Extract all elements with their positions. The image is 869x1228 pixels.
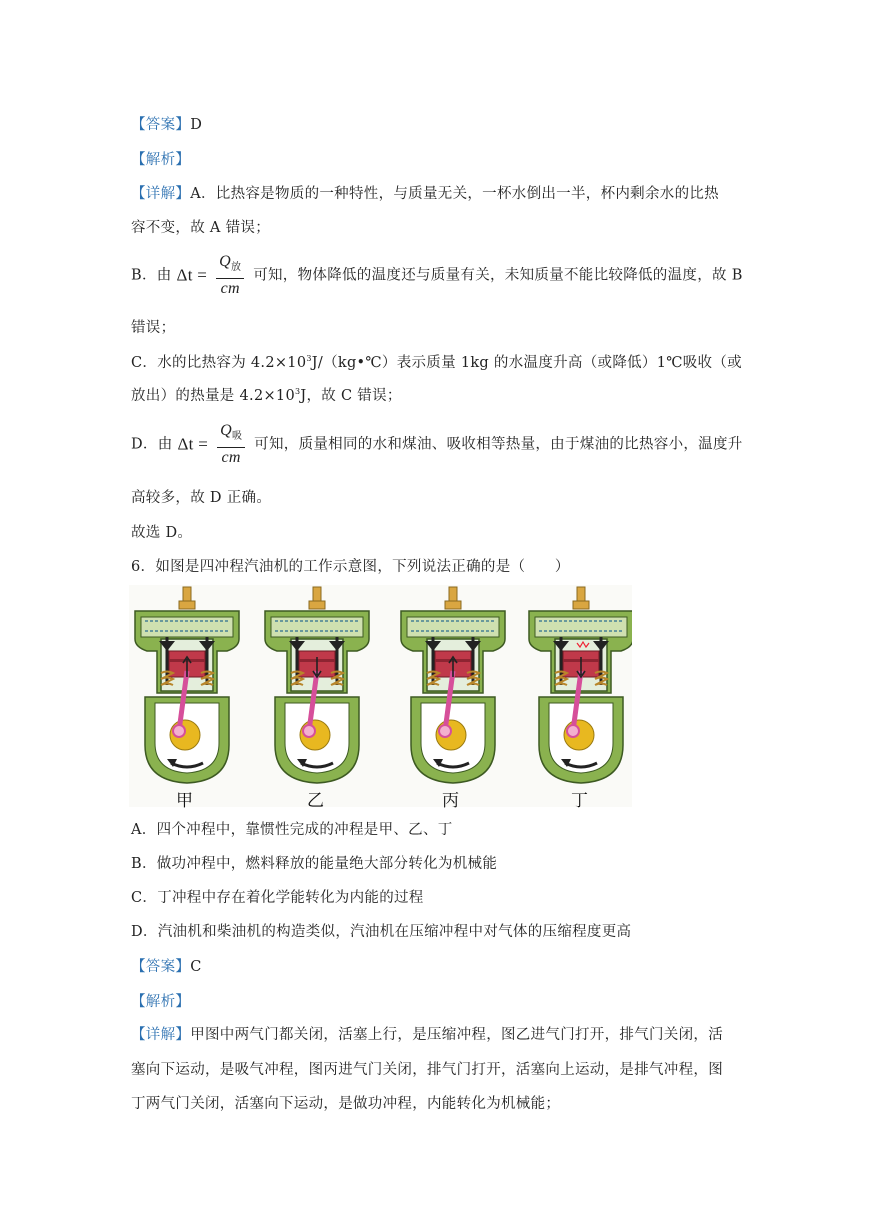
detail-6-line-1 bbox=[131, 1023, 723, 1044]
engine-strokes-figure bbox=[129, 585, 632, 807]
option-b-prefix: B．由 bbox=[131, 267, 172, 284]
detail-6-text-1: 甲图中两气门都关闭，活塞上行，是压缩冲程，图乙进气门打开，排气门关闭，活 bbox=[190, 1027, 723, 1043]
engine-bing bbox=[401, 587, 505, 783]
analysis-tag-6: 【解析】 bbox=[131, 994, 191, 1010]
c-text-b: J/（kg•℃）表示质量 1kg 的水温度升高（或降低）1℃吸收（或 bbox=[311, 355, 742, 371]
detail-line-1 bbox=[131, 182, 719, 203]
c-exponent: 3 bbox=[306, 354, 312, 364]
frac-numerator: Q bbox=[220, 422, 232, 439]
delta-t-symbol: Δt = bbox=[177, 434, 209, 454]
engine-jia bbox=[135, 587, 239, 783]
answer-line-6 bbox=[131, 955, 202, 976]
option-d-text: 可知，质量相同的水和煤油、吸收相等热量，由于煤油的比热容小，温度升 bbox=[254, 436, 743, 453]
detail-6-line-2: 塞向下运动，是吸气冲程，图丙进气门关闭，排气门打开，活塞向上运动，是排气冲程，图 bbox=[131, 1062, 723, 1078]
frac-subscript: 放 bbox=[230, 262, 242, 274]
option-a: A．四个冲程中，靠惯性完成的冲程是甲、乙、丁 bbox=[131, 822, 453, 838]
answer-tag: 【答案】 bbox=[131, 117, 191, 133]
answer-line bbox=[131, 113, 202, 134]
answer-tag: 【答案】 bbox=[131, 959, 191, 975]
frac-subscript: 吸 bbox=[231, 431, 243, 443]
formula-fraction-b bbox=[216, 253, 244, 298]
caption-ding: 丁 bbox=[571, 791, 588, 811]
answer-value: C bbox=[190, 959, 202, 975]
c2-exponent: 3 bbox=[294, 387, 301, 397]
option-d-prefix: D．由 bbox=[131, 436, 173, 453]
engine-yi bbox=[265, 587, 369, 783]
choose-line: 故选 D。 bbox=[131, 525, 193, 541]
detail-line-b2: 错误； bbox=[131, 320, 176, 336]
option-c: C．丁冲程中存在着化学能转化为内能的过程 bbox=[131, 890, 424, 906]
detail-line-d bbox=[131, 422, 743, 467]
frac-denominator: cm bbox=[220, 280, 240, 298]
caption-yi: 乙 bbox=[307, 791, 324, 811]
c-text-a: C．水的比热容为 4.2×10 bbox=[131, 355, 307, 371]
option-d: D．汽油机和柴油机的构造类似，汽油机在压缩冲程中对气体的压缩程度更高 bbox=[131, 924, 632, 940]
detail-tag: 【详解】 bbox=[131, 1027, 191, 1043]
engine-ding bbox=[529, 587, 632, 783]
detail-line-2: 容不变，故 A 错误； bbox=[131, 220, 270, 236]
c2-text-b: J，故 C 错误； bbox=[300, 388, 402, 404]
option-b-text: 可知，物体降低的温度还与质量有关，未知质量不能比较降低的温度，故 B bbox=[253, 267, 743, 284]
detail-6-line-3: 丁两气门关闭，活塞向下运动，是做功冲程，内能转化为机械能； bbox=[131, 1096, 561, 1112]
formula-fraction-d bbox=[217, 422, 245, 467]
answer-value: D bbox=[190, 117, 203, 133]
detail-line-b bbox=[131, 253, 743, 298]
c2-text-a: 放出）的热量是 4.2×10 bbox=[131, 388, 295, 404]
frac-numerator: Q bbox=[219, 253, 231, 270]
detail-tag: 【详解】 bbox=[131, 186, 191, 202]
detail-line-c1 bbox=[131, 351, 742, 372]
option-b: B．做功冲程中，燃料释放的能量绝大部分转化为机械能 bbox=[131, 856, 498, 872]
analysis-tag: 【解析】 bbox=[131, 152, 191, 168]
detail-line-c2 bbox=[131, 384, 402, 405]
frac-denominator: cm bbox=[221, 449, 241, 467]
question-6-stem: 6．如图是四冲程汽油机的工作示意图，下列说法正确的是（ ） bbox=[131, 559, 570, 575]
detail-text-a: A．比热容是物质的一种特性，与质量无关，一杯水倒出一半，杯内剩余水的比热 bbox=[190, 186, 719, 202]
caption-jia: 甲 bbox=[176, 791, 193, 811]
delta-t-symbol: Δt = bbox=[176, 265, 208, 285]
detail-line-d2: 高较多，故 D 正确。 bbox=[131, 490, 272, 506]
caption-bing: 丙 bbox=[442, 791, 459, 811]
engine-diagram bbox=[129, 585, 632, 807]
